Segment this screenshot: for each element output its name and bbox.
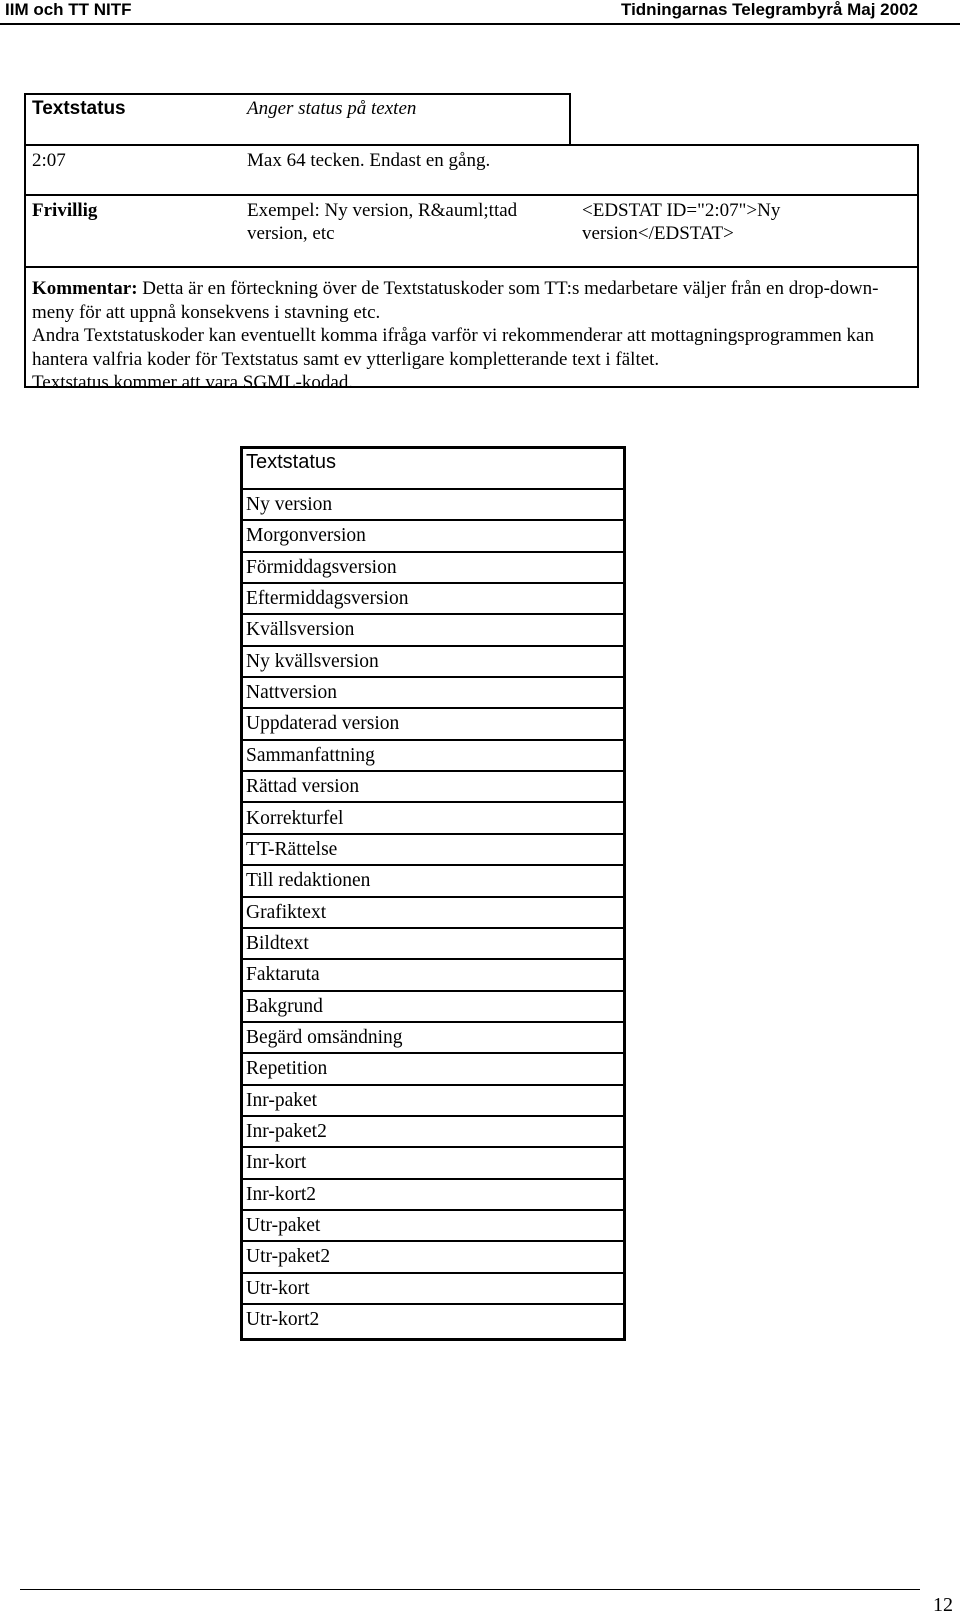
- spec-example: Exempel: Ny version, R&auml;ttad version, etc: [247, 200, 518, 244]
- header-right-title: Tidningarnas Telegrambyrå Maj 2002: [621, 0, 918, 19]
- status-row: Repetition: [243, 1054, 623, 1085]
- spec-row-divider: [24, 266, 919, 268]
- header-left-title: IIM och TT NITF: [5, 0, 132, 19]
- spec-constraint: Max 64 tecken. Endast en gång.: [247, 150, 491, 171]
- comment-line: Detta är en förteckning över de Textstatuskoder som TT:s medarbetare väljer från en drop-down-meny för att uppnå konsekvens i stavning etc.: [32, 278, 879, 323]
- status-row: Korrekturfel: [243, 804, 623, 835]
- status-row: Morgonversion: [243, 521, 623, 552]
- spec-requirement: Frivillig: [32, 200, 98, 221]
- status-row: Kvällsversion: [243, 615, 623, 646]
- status-row: Uppdaterad version: [243, 709, 623, 740]
- status-row: Begärd omsändning: [243, 1023, 623, 1054]
- status-row: Inr-kort: [243, 1148, 623, 1179]
- comment-paragraph: [32, 371, 912, 395]
- status-row: Grafiktext: [243, 898, 623, 929]
- status-row: Nattversion: [243, 678, 623, 709]
- comment-label: Kommentar:: [32, 278, 138, 299]
- status-row: TT-Rättelse: [243, 835, 623, 866]
- status-table-header-label: Textstatus: [246, 451, 337, 473]
- footer-rule: [20, 1589, 920, 1590]
- status-row: Utr-kort2: [246, 1309, 320, 1331]
- status-row: Sammanfattning: [243, 741, 623, 772]
- status-row: Till redaktionen: [243, 866, 623, 897]
- status-row: Utr-paket2: [243, 1242, 623, 1273]
- status-table: [240, 446, 626, 1341]
- status-row: Bildtext: [243, 929, 623, 960]
- status-row: Faktaruta: [243, 960, 623, 991]
- status-row: Inr-kort2: [243, 1180, 623, 1211]
- spec-comment: [32, 277, 912, 395]
- comment-line: Andra Textstatuskoder kan eventuellt komma ifråga varför vi rekommenderar att mottagningsprogrammen kan hantera valfria koder för Textstatus samt ev ytterligare kompletterande text i fältet.: [32, 325, 874, 370]
- page-number: 12: [933, 1594, 953, 1616]
- spec-row-divider: [24, 194, 919, 196]
- spec-code: <EDSTAT ID="2:07">Ny version</EDSTAT>: [582, 200, 781, 244]
- status-row: Utr-kort: [243, 1274, 623, 1305]
- comment-line: Textstatus kommer att vara SGML-kodad.: [32, 372, 354, 393]
- status-row: Inr-paket2: [243, 1117, 623, 1148]
- spec-id: 2:07: [32, 150, 66, 171]
- comment-paragraph: [32, 277, 912, 324]
- status-row: Rättad version: [243, 772, 623, 803]
- status-row: Eftermiddagsversion: [243, 584, 623, 615]
- status-row: Inr-paket: [243, 1086, 623, 1117]
- status-row: Ny version: [243, 490, 623, 521]
- status-row: Ny kvällsversion: [243, 647, 623, 678]
- spec-description: Anger status på texten: [247, 98, 417, 119]
- comment-paragraph: [32, 324, 912, 371]
- status-row: Utr-paket: [243, 1211, 623, 1242]
- status-table-header: [243, 449, 623, 490]
- page-header: [0, 0, 960, 25]
- status-row: Bakgrund: [243, 992, 623, 1023]
- spec-title: Textstatus: [32, 98, 126, 119]
- status-row: Förmiddagsversion: [243, 553, 623, 584]
